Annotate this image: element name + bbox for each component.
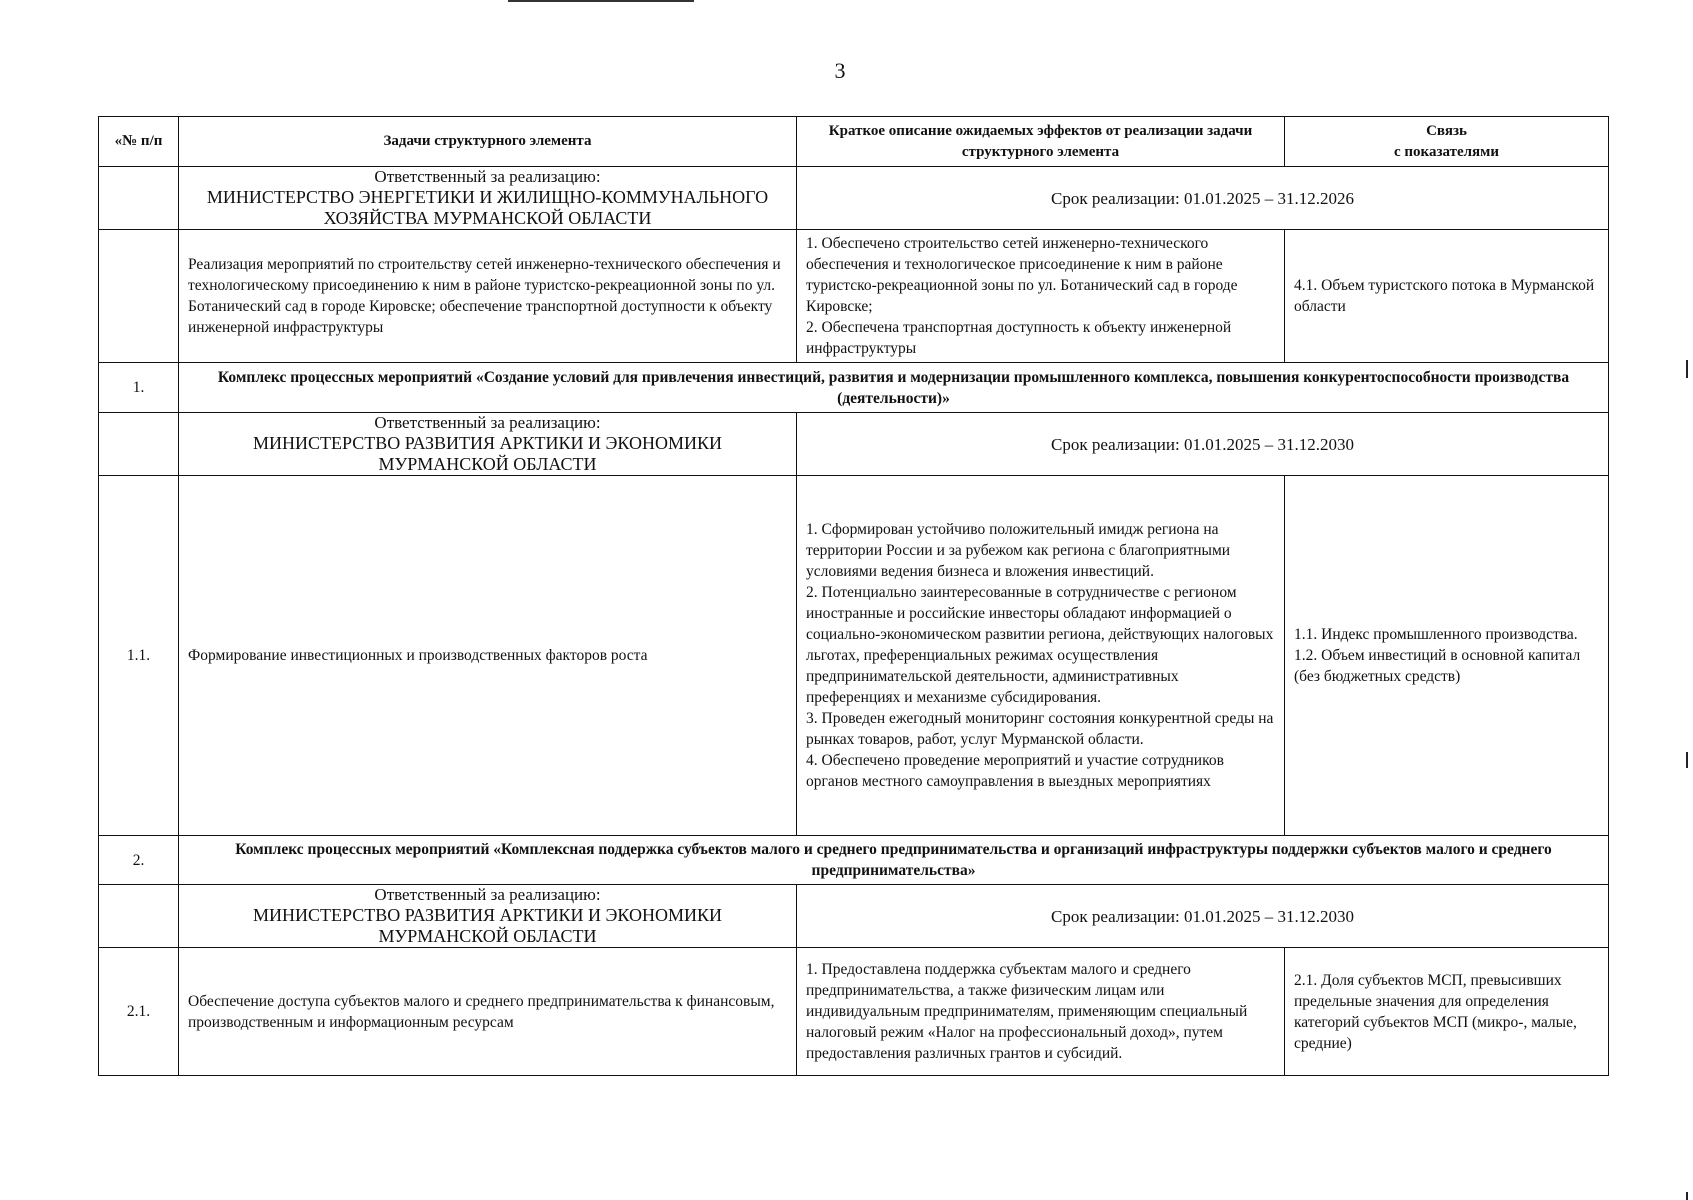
- indicators-cell: [1285, 476, 1609, 836]
- header-effects: Краткое описание ожидаемых эффектов от реализации задачи структурного элемента: [797, 117, 1285, 167]
- header-link: [1285, 117, 1609, 167]
- effect-item: 2. Обеспечена транспортная доступность к объекту инженерной инфраструктуры: [806, 319, 1232, 357]
- complex-row: [99, 836, 1609, 885]
- task-text: Обеспечение доступа субъектов малого и среднего предпринимательства к финансовым, производственным и информационным ресурсам: [179, 948, 797, 1076]
- effect-item: 2. Потенциально заинтересованные в сотрудничестве с регионом иностранные и российские инвесторы обладают информацией о социально-экономическом развитии региона, действующих налоговых льготах, преференциальных режимах осуществления предпринимательской деятельности, административных преференциях и механизме субсидирования.: [806, 584, 1274, 706]
- page-number: 3: [834, 58, 846, 83]
- effect-item: 1. Сформирован устойчиво положительный имидж региона на территории России и за рубежом как региона с благоприятными условиями ведения бизнеса и вложения инвестиций.: [806, 521, 1231, 580]
- header-tasks: Задачи структурного элемента: [179, 117, 797, 167]
- responsible-label: Ответственный за реализацию:: [374, 167, 601, 186]
- indicator-item: 1.2. Объем инвестиций в основной капитал (без бюджетных средств): [1294, 647, 1581, 685]
- effects-cell: [797, 948, 1285, 1076]
- responsible-num-cell: [99, 167, 179, 230]
- header-link-line2: с показателями: [1393, 143, 1500, 160]
- responsible-label: Ответственный за реализацию:: [374, 413, 601, 432]
- responsible-name: ХОЗЯЙСТВА МУРМАНСКОЙ ОБЛАСТИ: [323, 208, 652, 228]
- tasks-table: [98, 116, 1609, 1076]
- task-num: 1.1.: [99, 476, 179, 836]
- task-num: [99, 230, 179, 363]
- indicator-item: 2.1. Доля субъектов МСП, превысивших предельные значения для определения категорий субъектов МСП (микро-, малые, средние): [1294, 971, 1577, 1052]
- task-row: [99, 230, 1609, 363]
- scan-edge-mark: [1686, 360, 1688, 378]
- responsible-num-cell: [99, 885, 179, 948]
- responsible-cell: [179, 167, 797, 230]
- effect-item: 1. Обеспечено строительство сетей инженерно-технического обеспечения и технологическое присоединение к ним в районе туристско-рекреационной зоны по ул. Ботанический сад в городе Кировске;: [806, 235, 1238, 315]
- responsible-cell: [179, 413, 797, 476]
- effects-cell: [797, 476, 1285, 836]
- responsible-row: [99, 885, 1609, 948]
- top-rule: [508, 0, 694, 2]
- table-header-row: [99, 117, 1609, 167]
- term-cell: Срок реализации: 01.01.2025 – 31.12.2030: [797, 413, 1609, 476]
- scan-edge-mark: [1686, 1192, 1688, 1200]
- indicator-item: 4.1. Объем туристского потока в Мурманской области: [1294, 277, 1595, 315]
- indicator-item: 1.1. Индекс промышленного производства.: [1294, 626, 1578, 643]
- task-num: 2.1.: [99, 948, 179, 1076]
- effect-item: 4. Обеспечено проведение мероприятий и участие сотрудников органов местного самоуправления в выездных мероприятиях: [806, 752, 1224, 790]
- task-text: Реализация мероприятий по строительству сетей инженерно-технического обеспечения и технологическому присоединению к ним в районе туристско-рекреационной зоны по ул. Ботанический сад в городе Кировске; обеспечение транспортной доступности к объекту инженерной инфраструктуры: [179, 230, 797, 363]
- responsible-name: МУРМАНСКОЙ ОБЛАСТИ: [378, 926, 597, 946]
- complex-num: 1.: [99, 363, 179, 413]
- complex-row: [99, 363, 1609, 413]
- responsible-row: [99, 413, 1609, 476]
- scan-edge-mark: [1686, 752, 1688, 768]
- task-row: [99, 948, 1609, 1076]
- responsible-name: МИНИСТЕРСТВО РАЗВИТИЯ АРКТИКИ И ЭКОНОМИКИ: [253, 433, 722, 453]
- complex-title: Комплекс процессных мероприятий «Создание условий для привлечения инвестиций, развития и модернизации промышленного комплекса, повышения конкурентоспособности производства (деятельности)»: [179, 363, 1609, 413]
- task-row: [99, 476, 1609, 836]
- complex-title: Комплекс процессных мероприятий «Комплексная поддержка субъектов малого и среднего предпринимательства и организаций инфраструктуры поддержки субъектов малого и среднего предпринимательства»: [179, 836, 1609, 885]
- responsible-cell: [179, 885, 797, 948]
- indicators-cell: [1285, 948, 1609, 1076]
- header-num: «№ п/п: [99, 117, 179, 167]
- header-link-line1: Связь: [1426, 122, 1467, 139]
- responsible-name: МИНИСТЕРСТВО ЭНЕРГЕТИКИ И ЖИЛИЩНО-КОММУНАЛЬНОГО: [206, 187, 769, 207]
- complex-num: 2.: [99, 836, 179, 885]
- effect-item: 1. Предоставлена поддержка субъектам малого и среднего предпринимательства, а также физическим лицам или индивидуальным предпринимателям, применяющим специальный налоговый режим «Налог на профессиональный доход», путем предоставления различных грантов и субсидий.: [806, 961, 1248, 1062]
- effect-item: 3. Проведен ежегодный мониторинг состояния конкурентной среды на рынках товаров, работ, услуг Мурманской области.: [806, 710, 1274, 748]
- responsible-row: [99, 167, 1609, 230]
- effects-cell: [797, 230, 1285, 363]
- responsible-name: МИНИСТЕРСТВО РАЗВИТИЯ АРКТИКИ И ЭКОНОМИКИ: [253, 905, 722, 925]
- responsible-name: МУРМАНСКОЙ ОБЛАСТИ: [378, 454, 597, 474]
- responsible-label: Ответственный за реализацию:: [374, 885, 601, 904]
- indicators-cell: [1285, 230, 1609, 363]
- task-text: Формирование инвестиционных и производственных факторов роста: [179, 476, 797, 836]
- responsible-num-cell: [99, 413, 179, 476]
- term-cell: Срок реализации: 01.01.2025 – 31.12.2026: [797, 167, 1609, 230]
- term-cell: Срок реализации: 01.01.2025 – 31.12.2030: [797, 885, 1609, 948]
